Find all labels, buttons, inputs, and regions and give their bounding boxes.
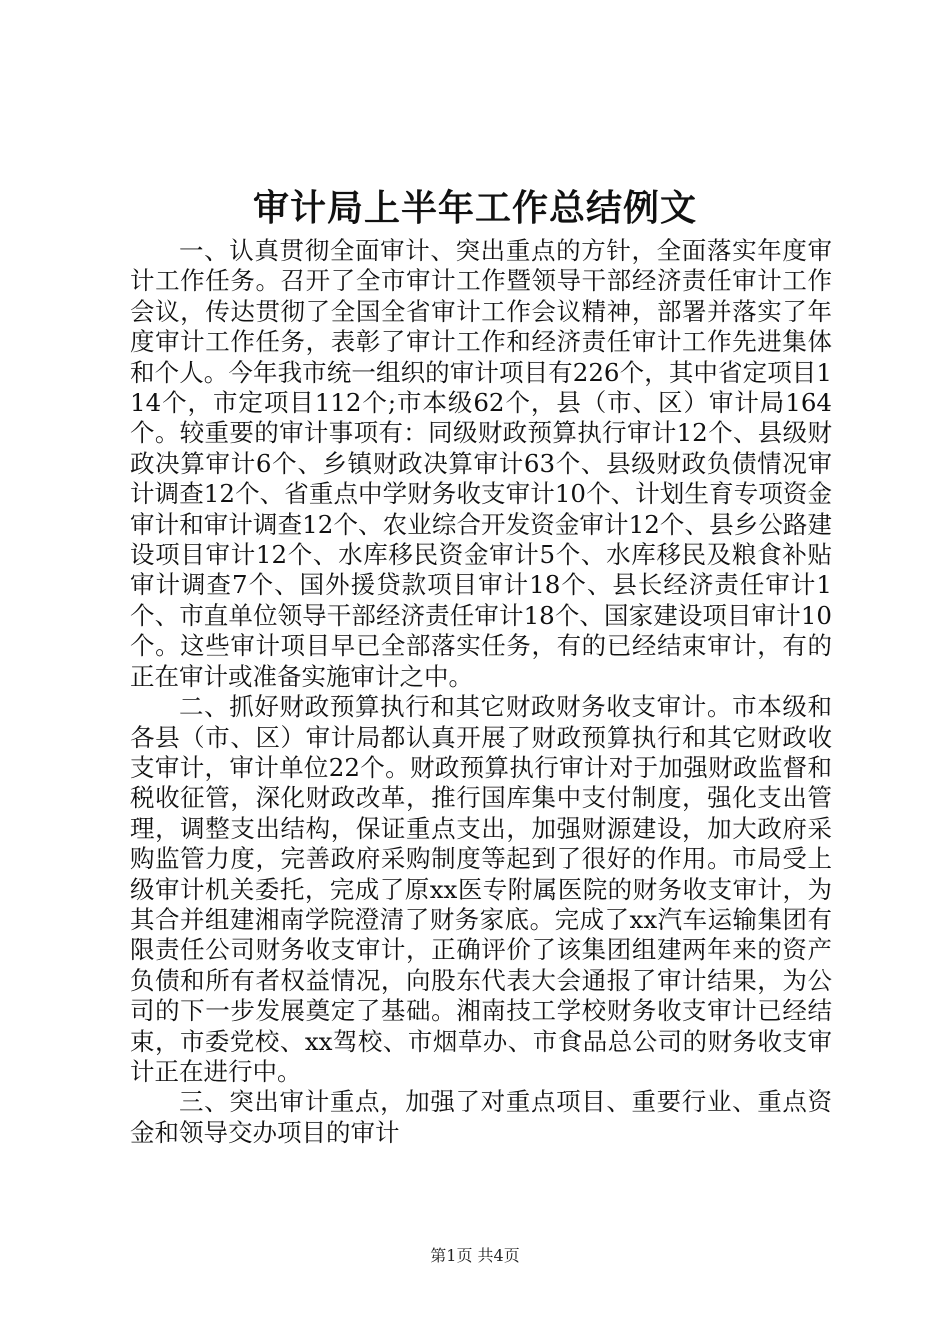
paragraph-3: 三、突出审计重点，加强了对重点项目、重要行业、重点资金和领导交办项目的审计 <box>130 1087 832 1147</box>
page-footer: 第1页 共4页 <box>430 1246 520 1265</box>
document-title: 审计局上半年工作总结例文 <box>252 188 697 229</box>
paragraph-1: 一、认真贯彻全面审计、突出重点的方针，全面落实年度审计工作任务。召开了全市审计工作暨领导干部经济责任审计工作会议，传达贯彻了全国全省审计工作会议精神，部署并落实了年度审计工作任务，表彰了审计工作和经济责任审计工作先进集体和个人。今年我市统一组织的审计项目有226个，其中省定项目114个，市定项目112个;市本级62个，县（市、区）审计局164个。较重要的审计事项有：同级财政预算执行审计12个、县级财政决算审计6个、乡镇财政决算审计63个、县级财政负债情况审计调查12个、省重点中学财务收支审计10个、计划生育专项资金审计和审计调查12个、农业综合开发资金审计12个、县乡公路建设项目审计12个、水库移民资金审计5个、水库移民及粮食补贴审计调查7个、国外援贷款项目审计18个、县长经济责任审计1个、市直单位领导干部经济责任审计18个、国家建设项目审计10个。这些审计项目早已全部落实任务，有的已经结束审计，有的正在审计或准备实施审计之中。 <box>130 236 832 691</box>
paragraph-2: 二、抓好财政预算执行和其它财政财务收支审计。市本级和各县（市、区）审计局都认真开展了财政预算执行和其它财政收支审计，审计单位22个。财政预算执行审计对于加强财政监督和税收征管，深化财政改革，推行国库集中支付制度，强化支出管理，调整支出结构，保证重点支出，加强财源建设，加大政府采购监管力度，完善政府采购制度等起到了很好的作用。市局受上级审计机关委托，完成了原xx医专附属医院的财务收支审计，为其合并组建湘南学院澄清了财务家底。完成了xx汽车运输集团有限责任公司财务收支审计，正确评价了该集团组建两年来的资产负债和所有者权益情况，向股东代表大会通报了审计结果，为公司的下一步发展奠定了基础。湘南技工学校财务收支审计已经结束，市委党校、xx驾校、市烟草办、市食品总公司的财务收支审计正在进行中。 <box>130 692 832 1086</box>
document-body <box>130 236 832 1148</box>
